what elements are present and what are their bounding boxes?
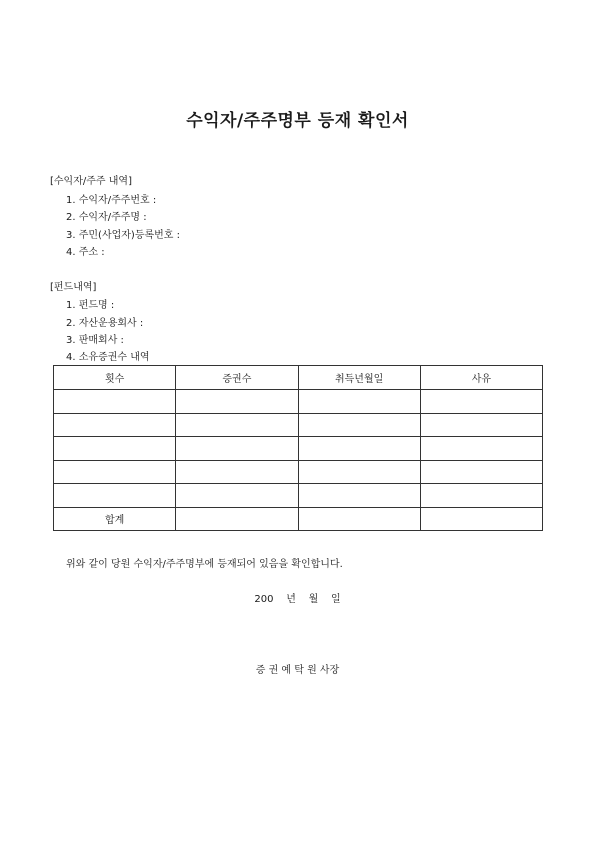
holder-section-header: [수익자/주주 내역] bbox=[50, 176, 132, 187]
table-cell bbox=[54, 390, 176, 414]
table-cell bbox=[420, 507, 542, 531]
holdings-table bbox=[53, 365, 543, 531]
table-cell bbox=[176, 437, 298, 461]
distributor-field: 3. 판매회사 : bbox=[66, 335, 124, 346]
issuer-signature: 증 권 예 탁 원 사장 bbox=[255, 665, 340, 676]
fund-section-header: [펀드내역] bbox=[50, 282, 97, 293]
table-cell bbox=[420, 413, 542, 437]
table-header-row bbox=[54, 366, 543, 390]
table-cell bbox=[176, 507, 298, 531]
date-line: 200 년 월 일 bbox=[254, 594, 341, 605]
table-cell bbox=[176, 484, 298, 508]
registration-number-field: 3. 주민(사업자)등록번호 : bbox=[66, 230, 181, 241]
table-cell bbox=[176, 460, 298, 484]
table-cell bbox=[176, 413, 298, 437]
table-cell bbox=[298, 460, 420, 484]
confirmation-statement: 위와 같이 당원 수익자/주주명부에 등재되어 있음을 확인합니다. bbox=[66, 559, 343, 570]
column-header-reason: 사유 bbox=[420, 366, 542, 390]
table-row bbox=[54, 437, 543, 461]
table-row bbox=[54, 413, 543, 437]
table-cell bbox=[176, 390, 298, 414]
table-cell bbox=[298, 437, 420, 461]
column-header-acquisition-date: 취득년월일 bbox=[298, 366, 420, 390]
table-cell bbox=[54, 460, 176, 484]
table-cell bbox=[420, 437, 542, 461]
fund-name-field: 1. 펀드명 : bbox=[66, 300, 115, 311]
holder-number-field: 1. 수익자/주주번호 : bbox=[66, 195, 157, 206]
table-cell bbox=[298, 507, 420, 531]
table-cell bbox=[420, 390, 542, 414]
total-label: 합계 bbox=[54, 507, 176, 531]
table-cell bbox=[420, 460, 542, 484]
table-row bbox=[54, 484, 543, 508]
table-cell bbox=[54, 484, 176, 508]
table-cell bbox=[54, 437, 176, 461]
column-header-shares: 증권수 bbox=[176, 366, 298, 390]
table-cell bbox=[420, 484, 542, 508]
holder-name-field: 2. 수익자/주주명 : bbox=[66, 212, 147, 223]
address-field: 4. 주소 : bbox=[66, 247, 105, 258]
table-cell bbox=[54, 413, 176, 437]
table-row bbox=[54, 460, 543, 484]
page-title: 수익자/주주명부 등재 확인서 bbox=[186, 111, 409, 131]
table-cell bbox=[298, 413, 420, 437]
asset-manager-field: 2. 자산운용회사 : bbox=[66, 318, 144, 329]
table-total-row bbox=[54, 507, 543, 531]
table-cell bbox=[298, 484, 420, 508]
column-header-count: 횟수 bbox=[54, 366, 176, 390]
table-cell bbox=[298, 390, 420, 414]
holdings-detail-label: 4. 소유증권수 내역 bbox=[66, 352, 150, 363]
table-row bbox=[54, 390, 543, 414]
